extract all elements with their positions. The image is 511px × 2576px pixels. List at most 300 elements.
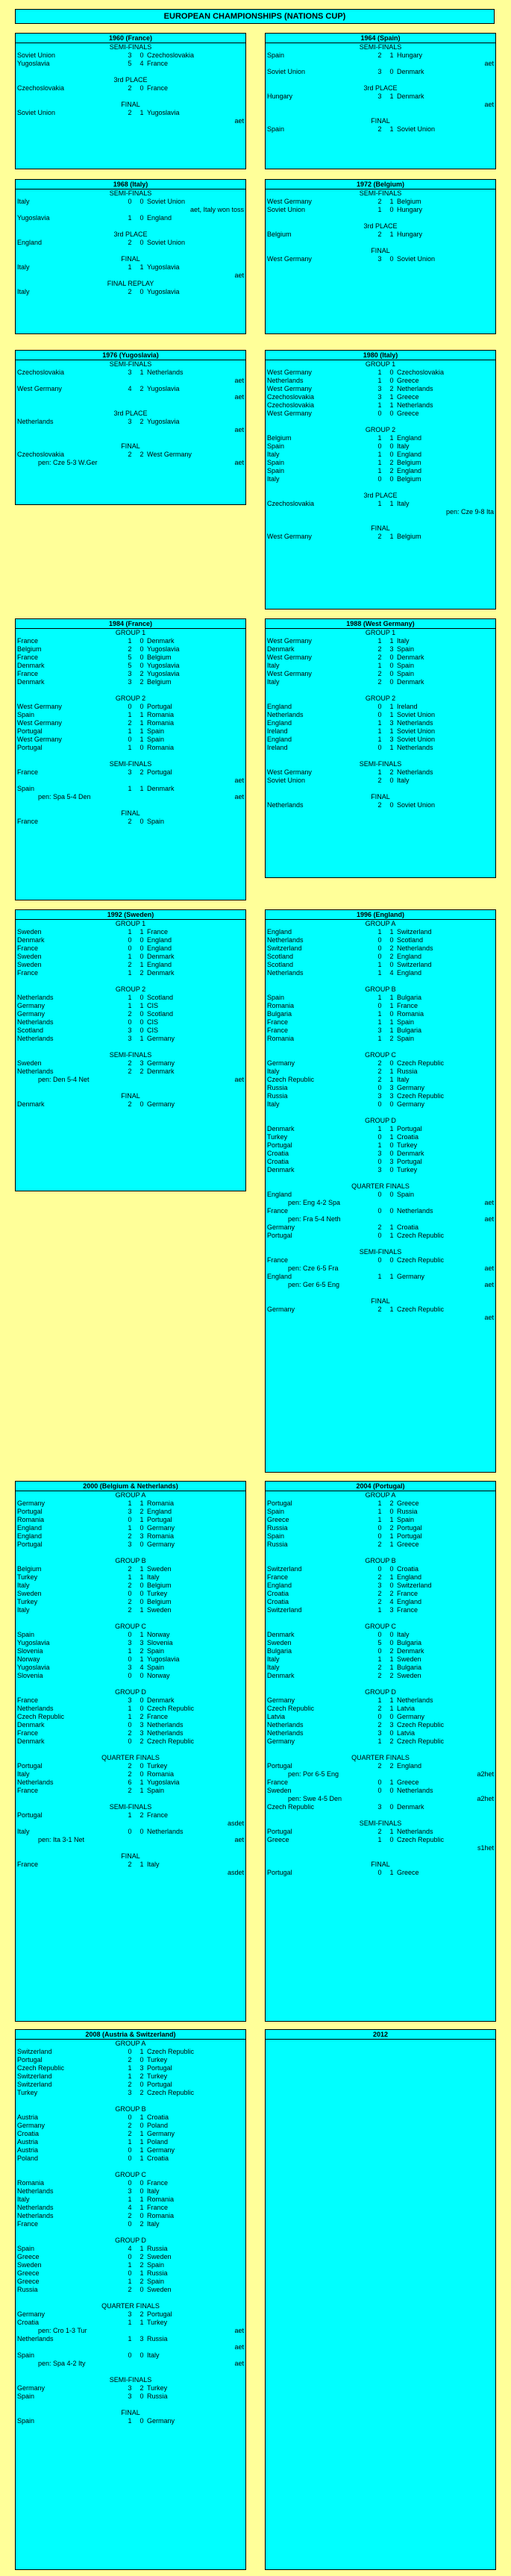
away-score: 1 xyxy=(139,1035,144,1042)
home-team: Spain xyxy=(17,2351,35,2359)
home-team: Sweden xyxy=(17,953,42,960)
home-score: 1 xyxy=(128,2319,132,2326)
away-team: Romania xyxy=(147,719,175,727)
home-score: 0 xyxy=(128,703,132,710)
home-score: 2 xyxy=(377,1541,382,1548)
home-team: Yugoslavia xyxy=(17,60,50,67)
match-row xyxy=(266,231,495,239)
extra-time-note: aet xyxy=(484,101,494,108)
away-score: 2 xyxy=(139,1068,144,1075)
away-team: Russia xyxy=(147,2269,168,2277)
away-score: 0 xyxy=(139,1582,144,1589)
home-team: Switzerland xyxy=(267,1565,302,1573)
away-score: 2 xyxy=(139,1737,144,1745)
match-row xyxy=(16,1811,245,1820)
away-score: 3 xyxy=(139,1729,144,1737)
round-heading: SEMI-FINALS xyxy=(109,43,152,51)
away-team: Latvia xyxy=(397,1705,416,1712)
home-team: England xyxy=(17,239,43,246)
away-score: 1 xyxy=(389,1306,394,1313)
away-score: 0 xyxy=(139,1770,144,1778)
home-score: 2 xyxy=(128,2122,132,2129)
home-score: 2 xyxy=(128,1010,132,1018)
away-team: Belgium xyxy=(147,1582,172,1589)
penalty-note: pen: Fra 5-4 Neth xyxy=(288,1215,341,1223)
home-team: Russia xyxy=(267,1092,288,1100)
match-row xyxy=(16,645,245,654)
home-team: England xyxy=(267,1191,292,1198)
match-row xyxy=(266,369,495,377)
away-score: 0 xyxy=(389,1141,394,1149)
note-row xyxy=(16,393,245,401)
away-team: Ireland xyxy=(397,703,418,710)
match-row xyxy=(266,994,495,1002)
home-team: Netherlands xyxy=(267,1729,304,1737)
match-row xyxy=(266,1223,495,1232)
away-team: Turkey xyxy=(397,1141,418,1149)
away-score: 2 xyxy=(139,418,144,425)
away-score: 0 xyxy=(139,1100,144,1108)
home-team: West Germany xyxy=(17,385,62,392)
match-row xyxy=(266,645,495,654)
match-row xyxy=(266,1721,495,1729)
home-team: Spain xyxy=(267,459,285,466)
round-heading: SEMI-FINALS xyxy=(359,189,402,197)
match-row xyxy=(266,1672,495,1680)
home-team: Italy xyxy=(17,1770,30,1778)
note-row xyxy=(266,516,495,524)
home-team: Portugal xyxy=(267,1762,292,1770)
home-score: 2 xyxy=(377,1762,382,1770)
away-score: 0 xyxy=(389,475,394,483)
away-score: 2 xyxy=(139,670,144,677)
note-row xyxy=(16,1043,245,1051)
match-row xyxy=(16,2351,245,2360)
home-score: 0 xyxy=(377,744,382,751)
away-score: 0 xyxy=(139,214,144,222)
away-score: 2 xyxy=(139,2072,144,2080)
note-row xyxy=(16,777,245,785)
home-team: Switzerland xyxy=(267,944,302,952)
home-team: Spain xyxy=(267,125,285,133)
home-score: 3 xyxy=(377,68,382,75)
match-row xyxy=(16,1059,245,1068)
away-team: England xyxy=(397,969,422,977)
home-score: 3 xyxy=(128,2392,132,2400)
match-row xyxy=(16,953,245,961)
away-score: 2 xyxy=(139,2089,144,2096)
home-team: England xyxy=(267,719,292,727)
home-team: Belgium xyxy=(17,645,42,653)
match-row xyxy=(266,434,495,442)
away-score: 1 xyxy=(389,231,394,238)
match-row xyxy=(266,1306,495,1314)
match-row xyxy=(16,2154,245,2163)
round-heading: 3rd PLACE xyxy=(363,492,398,499)
home-team: Soviet Union xyxy=(267,68,306,75)
match-row xyxy=(16,2048,245,2056)
match-row xyxy=(266,1100,495,1109)
match-row xyxy=(16,2269,245,2278)
home-score: 3 xyxy=(377,1092,382,1100)
home-team: Yugoslavia xyxy=(17,214,50,222)
away-score: 0 xyxy=(139,936,144,944)
match-row xyxy=(266,1729,495,1737)
extra-time-note: pen: Cze 9-8 Ita xyxy=(445,508,494,515)
home-team: France xyxy=(17,969,39,977)
home-score: 0 xyxy=(377,1158,382,1165)
home-score: 0 xyxy=(128,2154,132,2162)
extra-time-note: a2het xyxy=(477,1770,494,1778)
away-score: 1 xyxy=(389,125,394,133)
away-score: 0 xyxy=(139,645,144,653)
away-score: 2 xyxy=(139,969,144,977)
match-row xyxy=(16,744,245,752)
home-score: 0 xyxy=(128,1672,132,1679)
away-score: 2 xyxy=(139,2278,144,2285)
round-heading: SEMI-FINALS xyxy=(109,1051,152,1059)
round-heading: FINAL xyxy=(371,793,390,800)
home-score: 1 xyxy=(377,1508,382,1515)
match-row xyxy=(266,206,495,214)
home-team: Spain xyxy=(17,785,35,792)
match-row xyxy=(16,239,245,247)
round-heading: FINAL xyxy=(371,117,390,125)
away-team: Denmark xyxy=(147,1696,175,1704)
home-score: 2 xyxy=(377,654,382,661)
home-score: 0 xyxy=(377,442,382,450)
match-row xyxy=(266,1590,495,1598)
match-row xyxy=(266,777,495,785)
away-team: Poland xyxy=(147,2138,169,2146)
home-score: 0 xyxy=(128,2269,132,2277)
round-heading: FINAL xyxy=(121,1852,140,1860)
home-team: Yugoslavia xyxy=(17,1639,50,1646)
home-score: 0 xyxy=(377,1713,382,1720)
home-team: France xyxy=(17,670,39,677)
tournament-title: 2004 (Portugal) xyxy=(266,1482,495,1491)
penalty-note: pen: Cze 6-5 Fra xyxy=(288,1265,339,1272)
home-score: 2 xyxy=(128,2056,132,2063)
round-heading: SEMI-FINALS xyxy=(359,1820,402,1827)
away-score: 1 xyxy=(389,533,394,540)
match-row xyxy=(16,637,245,645)
tournament-1976 xyxy=(15,350,246,505)
match-row xyxy=(16,2417,245,2425)
away-score: 0 xyxy=(389,1787,394,1794)
away-score: 0 xyxy=(139,1018,144,1026)
round-heading: SEMI-FINALS xyxy=(359,760,402,768)
away-team: West Germany xyxy=(147,451,192,458)
home-score: 1 xyxy=(128,1811,132,1819)
home-score: 1 xyxy=(377,1010,382,1018)
note-row xyxy=(16,801,245,809)
away-team: Soviet Union xyxy=(147,198,186,205)
match-row xyxy=(16,1647,245,1655)
away-score: 0 xyxy=(139,654,144,661)
away-team: Slovenia xyxy=(147,1639,173,1646)
home-team: France xyxy=(17,637,39,645)
note-row xyxy=(16,2327,245,2335)
match-row xyxy=(16,385,245,393)
away-score: 1 xyxy=(389,51,394,59)
away-team: Soviet Union xyxy=(397,736,436,743)
home-team: Czechoslovakia xyxy=(267,500,315,507)
match-row xyxy=(266,1565,495,1573)
match-row xyxy=(266,467,495,475)
match-row xyxy=(16,1713,245,1721)
away-team: Romania xyxy=(147,2196,175,2203)
home-team: Netherlands xyxy=(267,377,304,384)
home-team: Romania xyxy=(17,2179,45,2187)
home-team: Spain xyxy=(267,467,285,474)
home-team: Netherlands xyxy=(17,2204,54,2211)
away-score: 1 xyxy=(139,2113,144,2121)
home-score: 1 xyxy=(377,994,382,1001)
home-team: Latvia xyxy=(267,1713,286,1720)
home-score: 1 xyxy=(377,1141,382,1149)
match-row xyxy=(16,969,245,977)
match-row xyxy=(16,1565,245,1573)
home-team: Italy xyxy=(17,1582,30,1589)
home-team: Russia xyxy=(17,2286,38,2293)
away-score: 1 xyxy=(139,1573,144,1581)
away-team: Yugoslavia xyxy=(147,109,180,116)
away-team: Romania xyxy=(147,2212,175,2219)
away-team: Germany xyxy=(147,1524,175,1532)
home-team: Netherlands xyxy=(17,1018,54,1026)
home-team: Czech Republic xyxy=(267,1076,315,1083)
home-team: Germany xyxy=(17,1010,46,1018)
away-team: Soviet Union xyxy=(147,239,186,246)
home-team: Greece xyxy=(267,1836,289,1843)
home-team: Ireland xyxy=(267,727,288,735)
match-row xyxy=(16,51,245,60)
away-score: 1 xyxy=(139,2154,144,2162)
away-team: Sweden xyxy=(147,2253,172,2260)
away-team: Bulgaria xyxy=(397,1664,422,1671)
away-score: 1 xyxy=(389,1573,394,1581)
away-team: Turkey xyxy=(147,2056,168,2063)
away-score: 2 xyxy=(389,1590,394,1597)
home-score: 1 xyxy=(128,1713,132,1720)
away-team: Germany xyxy=(147,1541,175,1548)
match-row xyxy=(16,1598,245,1606)
match-row xyxy=(266,475,495,483)
match-row xyxy=(16,1721,245,1729)
home-score: 2 xyxy=(128,451,132,458)
away-team: Italy xyxy=(147,1861,160,1868)
home-team: Denmark xyxy=(267,1166,295,1173)
away-score: 2 xyxy=(389,459,394,466)
tournament-title: 1976 (Yugoslavia) xyxy=(16,351,245,360)
home-score: 0 xyxy=(128,1631,132,1638)
home-team: Netherlands xyxy=(17,1068,54,1075)
home-score: 1 xyxy=(128,1573,132,1581)
away-team: Denmark xyxy=(397,654,424,661)
away-score: 1 xyxy=(139,711,144,718)
tournament-1980 xyxy=(265,350,496,609)
match-row xyxy=(16,1655,245,1664)
away-team: Spain xyxy=(397,662,415,669)
home-team: Italy xyxy=(17,2196,30,2203)
match-row xyxy=(16,2064,245,2072)
match-row xyxy=(266,1803,495,1811)
home-team: West Germany xyxy=(17,703,62,710)
away-team: England xyxy=(397,434,422,442)
home-team: Greece xyxy=(267,1516,289,1523)
home-score: 2 xyxy=(128,1729,132,1737)
home-team: Netherlands xyxy=(17,1779,54,1786)
home-team: Ireland xyxy=(267,744,288,751)
away-team: Belgium xyxy=(397,198,421,205)
home-team: Portugal xyxy=(17,1508,43,1515)
away-team: Belgium xyxy=(397,533,421,540)
away-score: 0 xyxy=(389,1582,394,1589)
match-row xyxy=(16,2220,245,2228)
home-team: Russia xyxy=(267,1541,288,1548)
tournament-1972 xyxy=(265,179,496,334)
note-row xyxy=(266,418,495,426)
away-score: 0 xyxy=(139,1672,144,1679)
match-row xyxy=(266,1737,495,1746)
away-team: Romania xyxy=(397,1010,424,1018)
note-row xyxy=(266,1174,495,1182)
note-row xyxy=(266,977,495,985)
home-team: France xyxy=(17,654,39,661)
home-score: 2 xyxy=(377,1573,382,1581)
away-score: 0 xyxy=(139,2056,144,2063)
away-score: 1 xyxy=(389,93,394,100)
match-row xyxy=(16,1729,245,1737)
home-team: Sweden xyxy=(17,2261,42,2269)
home-team: England xyxy=(267,736,292,743)
match-row xyxy=(16,2122,245,2130)
home-team: England xyxy=(267,703,292,710)
away-team: Scotland xyxy=(397,936,424,944)
match-row xyxy=(266,68,495,76)
away-score: 2 xyxy=(389,467,394,474)
away-team: Russia xyxy=(397,1508,418,1515)
away-score: 0 xyxy=(389,1836,394,1843)
home-team: Germany xyxy=(267,1737,295,1745)
away-team: Russia xyxy=(147,2335,168,2342)
away-team: Switzerland xyxy=(397,1582,432,1589)
away-team: Netherlands xyxy=(397,401,433,409)
home-score: 1 xyxy=(128,2278,132,2285)
match-row xyxy=(266,1647,495,1655)
away-score: 1 xyxy=(389,637,394,645)
away-score: 3 xyxy=(139,1059,144,1067)
match-row xyxy=(16,1027,245,1035)
home-score: 2 xyxy=(128,1787,132,1794)
home-score: 2 xyxy=(128,109,132,116)
home-team: Croatia xyxy=(17,2130,40,2137)
home-team: Croatia xyxy=(267,1150,289,1157)
away-score: 0 xyxy=(389,936,394,944)
home-team: France xyxy=(267,1027,289,1034)
home-score: 1 xyxy=(377,1696,382,1704)
match-row xyxy=(266,1010,495,1018)
note-row xyxy=(266,752,495,760)
home-score: 2 xyxy=(377,801,382,809)
away-score: 0 xyxy=(139,1541,144,1548)
home-team: Denmark xyxy=(267,1672,295,1679)
round-heading: 3rd PLACE xyxy=(363,222,398,230)
home-score: 3 xyxy=(377,1027,382,1034)
home-team: Portugal xyxy=(267,1141,292,1149)
home-team: Netherlands xyxy=(267,711,304,718)
home-score: 2 xyxy=(128,1770,132,1778)
home-score: 1 xyxy=(128,1499,132,1507)
away-score: 1 xyxy=(139,1499,144,1507)
home-score: 2 xyxy=(377,1672,382,1679)
match-row xyxy=(16,1590,245,1598)
away-score: 1 xyxy=(139,2146,144,2154)
round-heading: SEMI-FINALS xyxy=(359,1248,402,1256)
away-score: 0 xyxy=(139,953,144,960)
match-row xyxy=(266,936,495,944)
note-row xyxy=(266,1240,495,1248)
away-score: 3 xyxy=(389,1721,394,1729)
away-score: 2 xyxy=(389,953,394,960)
extra-time-note: aet xyxy=(234,377,244,384)
match-row xyxy=(266,1828,495,1836)
home-team: Portugal xyxy=(267,1828,292,1835)
home-team: Belgium xyxy=(267,434,292,442)
away-score: 1 xyxy=(139,2269,144,2277)
away-score: 1 xyxy=(139,2130,144,2137)
extra-time-note: aet xyxy=(234,2360,244,2367)
tournament-title: 1988 (West Germany) xyxy=(266,619,495,629)
away-team: Soviet Union xyxy=(397,727,436,735)
note-row xyxy=(266,1770,495,1779)
away-team: Czech Republic xyxy=(147,2048,195,2055)
away-team: Czech Republic xyxy=(397,1306,445,1313)
away-team: Greece xyxy=(397,1541,419,1548)
away-team: England xyxy=(397,1762,422,1770)
away-team: Greece xyxy=(397,377,419,384)
match-row xyxy=(16,703,245,711)
note-row xyxy=(16,2097,245,2105)
away-score: 2 xyxy=(139,2220,144,2228)
home-score: 0 xyxy=(128,2220,132,2228)
home-score: 1 xyxy=(128,1002,132,1009)
away-team: Spain xyxy=(147,1647,165,1655)
home-team: Italy xyxy=(267,451,280,458)
away-team: Germany xyxy=(397,1100,425,1108)
home-score: 1 xyxy=(377,1273,382,1280)
home-score: 1 xyxy=(377,459,382,466)
away-score: 0 xyxy=(389,442,394,450)
home-team: Denmark xyxy=(17,678,45,686)
home-score: 1 xyxy=(377,768,382,776)
extra-time-note: aet xyxy=(234,117,244,125)
home-team: Denmark xyxy=(267,1631,295,1638)
home-score: 3 xyxy=(128,1664,132,1671)
match-row xyxy=(266,1018,495,1027)
home-team: Portugal xyxy=(17,744,43,751)
home-score: 1 xyxy=(128,711,132,718)
away-team: Netherlands xyxy=(397,385,433,392)
away-score: 2 xyxy=(389,1672,394,1679)
away-score: 1 xyxy=(139,2196,144,2203)
home-score: 1 xyxy=(128,928,132,936)
home-score: 2 xyxy=(128,1606,132,1614)
home-team: Soviet Union xyxy=(267,777,306,784)
home-team: Netherlands xyxy=(17,1035,54,1042)
home-score: 1 xyxy=(128,637,132,645)
